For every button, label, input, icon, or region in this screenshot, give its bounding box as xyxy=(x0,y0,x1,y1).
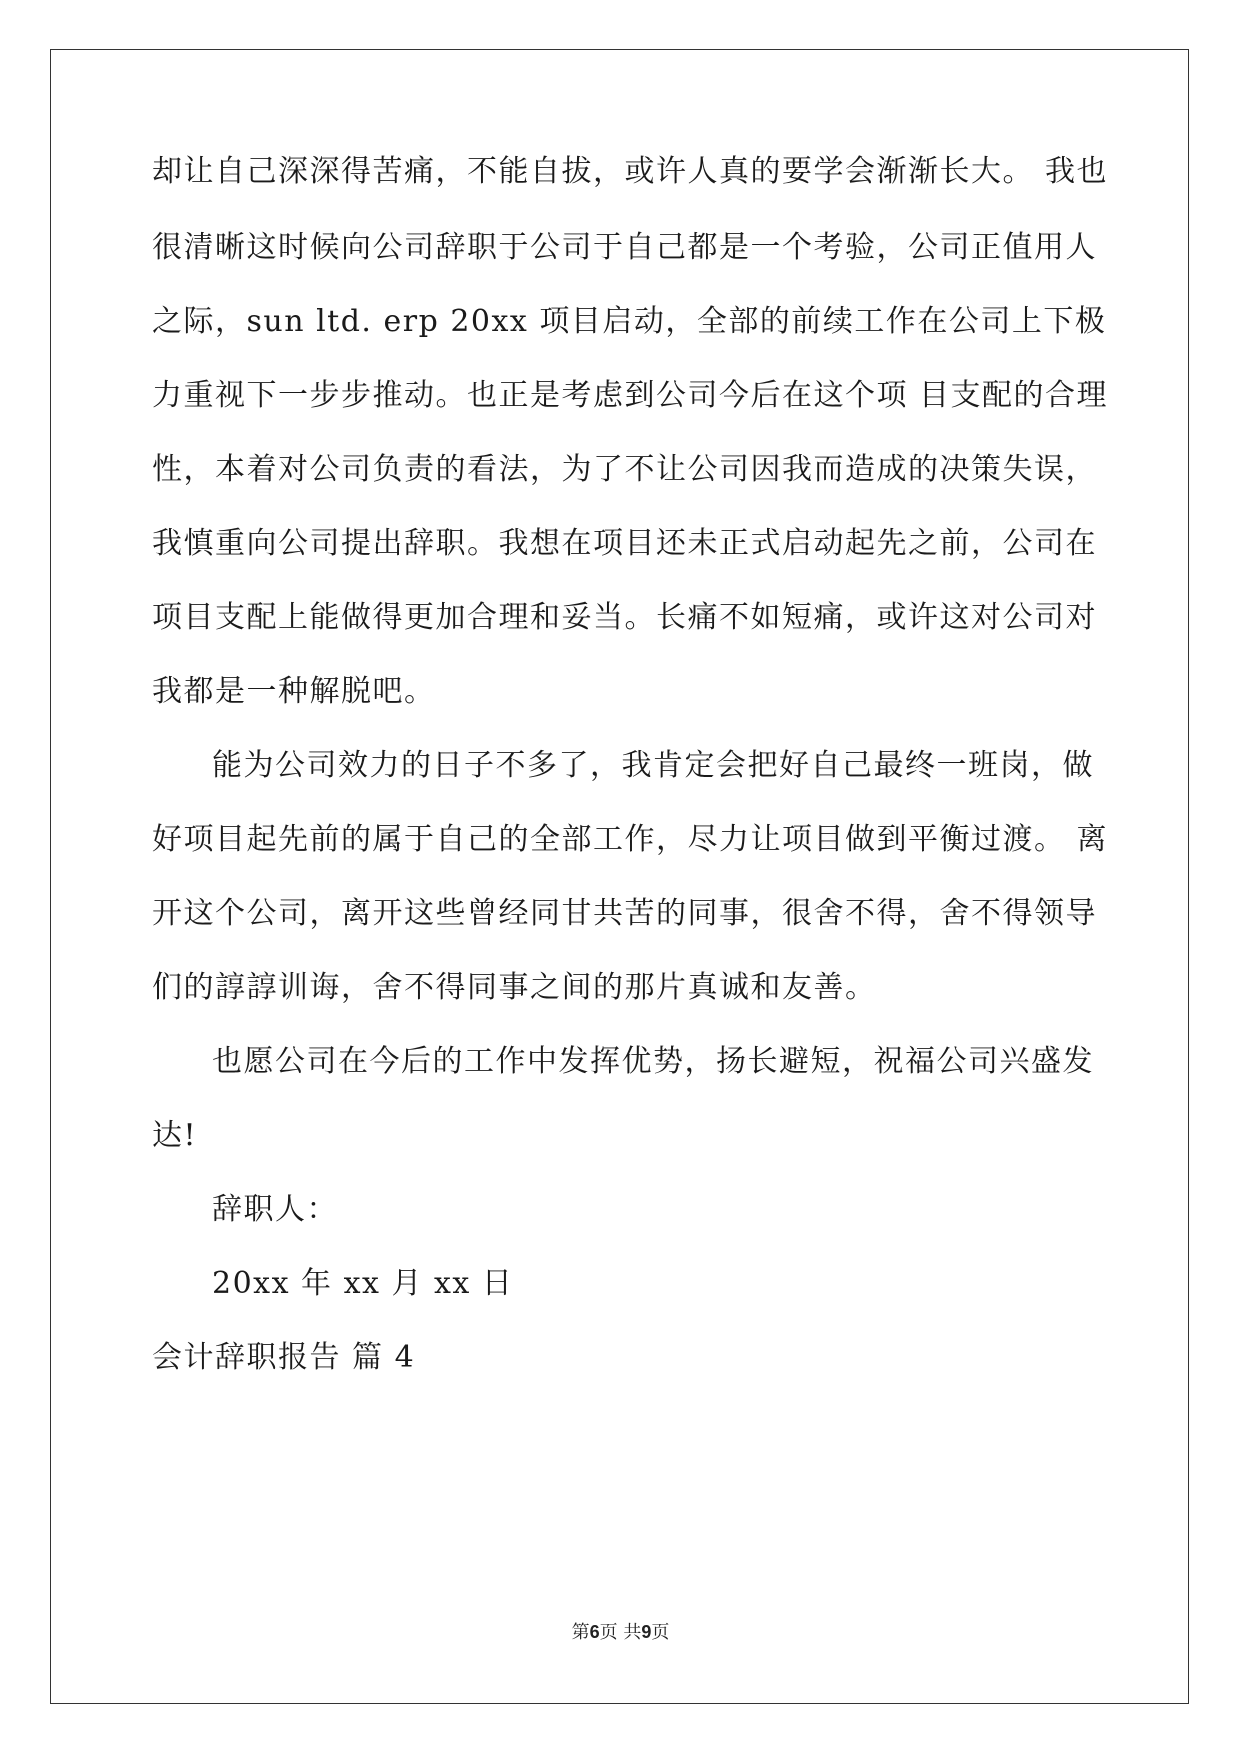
paragraph-line: 之际，sun ltd. erp 20xx 项目启动，全部的前续工作在公司上下极 xyxy=(152,304,1107,339)
paragraph-line: 也愿公司在今后的工作中发挥优势，扬长避短，祝福公司兴盛发 xyxy=(212,1044,1094,1079)
total-page-number: 9 xyxy=(641,1622,652,1642)
page-border xyxy=(50,49,1189,1704)
resigner-signature-line: 辞职人： xyxy=(212,1192,338,1227)
paragraph-line: 性，本着对公司负责的看法，为了不让公司因我而造成的决策失误， xyxy=(152,452,1097,487)
paragraph-line: 达! xyxy=(152,1118,198,1153)
paragraph-line: 项目支配上能做得更加合理和妥当。长痛不如短痛，或许这对公司对 xyxy=(152,600,1097,635)
paragraph-line: 力重视下一步步推动。也正是考虑到公司今后在这个项 目支配的合理 xyxy=(152,378,1109,413)
section-heading: 会计辞职报告 篇 4 xyxy=(152,1340,416,1375)
paragraph-line: 我慎重向公司提出辞职。我想在项目还未正式启动起先之前，公司在 xyxy=(152,526,1097,561)
paragraph-line: 们的諄諄训诲，舍不得同事之间的那片真诚和友善。 xyxy=(152,970,877,1005)
current-page-number: 6 xyxy=(589,1622,600,1642)
paragraph-line: 我都是一种解脱吧。 xyxy=(152,674,436,709)
page-mid: 页 共 xyxy=(599,1622,642,1643)
paragraph-line: 却让自己深深得苦痛，不能自拔，或许人真的要学会渐渐长大。 我也 xyxy=(152,154,1109,189)
paragraph-line: 很清晰这时候向公司辞职于公司于自己都是一个考验，公司正值用人 xyxy=(152,230,1097,265)
paragraph-line: 开这个公司，离开这些曾经同甘共苦的同事，很舍不得，舍不得领导 xyxy=(152,896,1097,931)
paragraph-line: 能为公司效力的日子不多了，我肯定会把好自己最终一班岗，做 xyxy=(212,748,1094,783)
page-suffix: 页 xyxy=(651,1622,670,1643)
date-line: 20xx 年 xx 月 xx 日 xyxy=(212,1266,514,1301)
page-number-footer xyxy=(0,1620,1241,1645)
page-prefix: 第 xyxy=(571,1622,590,1643)
paragraph-line: 好项目起先前的属于自己的全部工作，尽力让项目做到平衡过渡。 离 xyxy=(152,822,1109,857)
